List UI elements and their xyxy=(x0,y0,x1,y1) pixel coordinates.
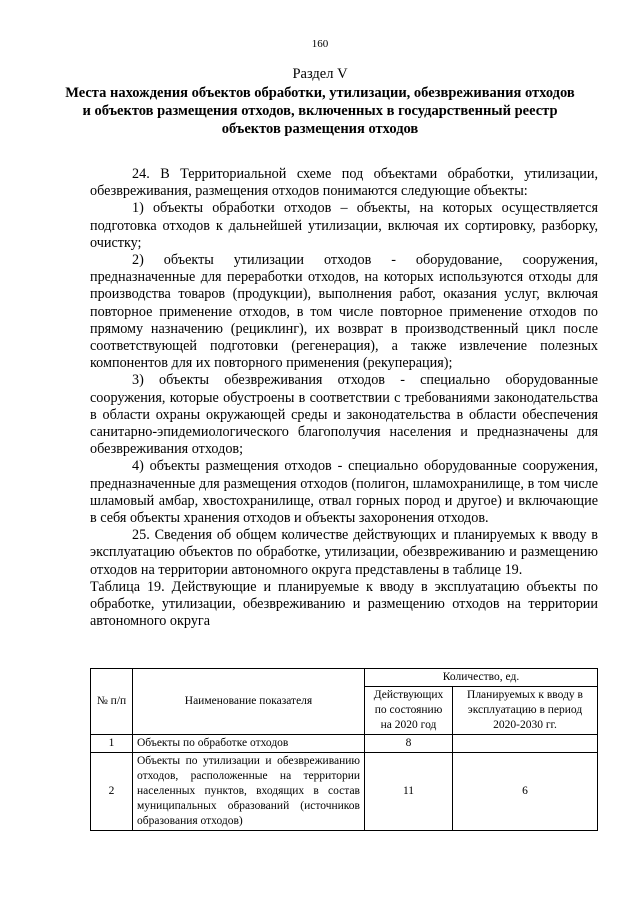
paragraph: 25. Сведения об общем количестве действующих и планируемых к вводу в эксплуатацию объектов по обработке, утилизации, обезвреживанию и размещению отходов на территории автономного округа представлены в таблице 19. xyxy=(90,527,598,578)
page-number: 160 xyxy=(311,38,329,50)
table-header-row xyxy=(91,669,598,687)
header-planned: Планируемых к вводу в эксплуатацию в период 2020-2030 гг. xyxy=(453,687,598,735)
header-num: № п/п xyxy=(91,669,133,735)
table-caption: Таблица 19. Действующие и планируемые к вводу в эксплуатацию объекты по обработке, утилизации, обезвреживанию и размещению отходов на территории автономного округа xyxy=(90,578,598,630)
row-name: Объекты по обработке отходов xyxy=(133,735,365,753)
row-planned: 6 xyxy=(453,753,598,831)
row-current: 8 xyxy=(365,735,453,753)
section-heading: Раздел V xyxy=(292,66,348,82)
row-num: 2 xyxy=(91,753,133,831)
paragraph: 1) объекты обработки отходов – объекты, на которых осуществляется подготовка отходов к дальнейшей утилизации, включая их сортировку, разборку, очистку; xyxy=(90,200,598,251)
data-table xyxy=(90,668,598,831)
paragraph: 2) объекты утилизации отходов - оборудование, сооружения, предназначенные для переработки отходов, на которых используются отходы для производства товаров (продукции), выполнения работ, оказания услуг, включая повторное применение отходов, в том числе повторное применение отходов по прямому назначению (рециклинг), их возврат в производственный цикл после соответствующей подготовки (регенерация), а также извлечение полезных компонентов для их повторного применения (рекуперация); xyxy=(90,252,598,372)
section-title: Места нахождения объектов обработки, утилизации, обезвреживания отходов и объектов размещения отходов, включенных в государственный реестр объектов размещения отходов xyxy=(65,85,575,137)
row-planned xyxy=(453,735,598,753)
paragraph: 4) объекты размещения отходов - специально оборудованные сооружения, предназначенные для размещения отходов (полигон, шламохранилище, в том числе шламовый амбар, хвостохранилище, отвал горных пород и другое) и включающие в себя объекты хранения отходов и объекты захоронения отходов. xyxy=(90,458,598,527)
header-name: Наименование показателя xyxy=(133,669,365,735)
header-quantity: Количество, ед. xyxy=(365,669,598,687)
table-row xyxy=(91,735,598,753)
paragraph: 3) объекты обезвреживания отходов - специально оборудованные сооружения, которые обустроены в соответствии с требованиями законодательства в области охраны окружающей среды и законодательства в области обеспечения санитарно-эпидемиологического благополучия населения и предназначены для обезвреживания отходов; xyxy=(90,372,598,458)
table-row xyxy=(91,753,598,831)
paragraph: 24. В Территориальной схеме под объектами обработки, утилизации, обезвреживания, размещения отходов понимаются следующие объекты: xyxy=(90,166,598,200)
row-name: Объекты по утилизации и обезвреживанию отходов, расположенные на территории населенных пунктов, входящих в состав муниципальных образований (источников образования отходов) xyxy=(133,753,365,831)
body-text xyxy=(90,166,598,630)
header-current: Действующих по состоянию на 2020 год xyxy=(365,687,453,735)
row-current: 11 xyxy=(365,753,453,831)
row-num: 1 xyxy=(91,735,133,753)
